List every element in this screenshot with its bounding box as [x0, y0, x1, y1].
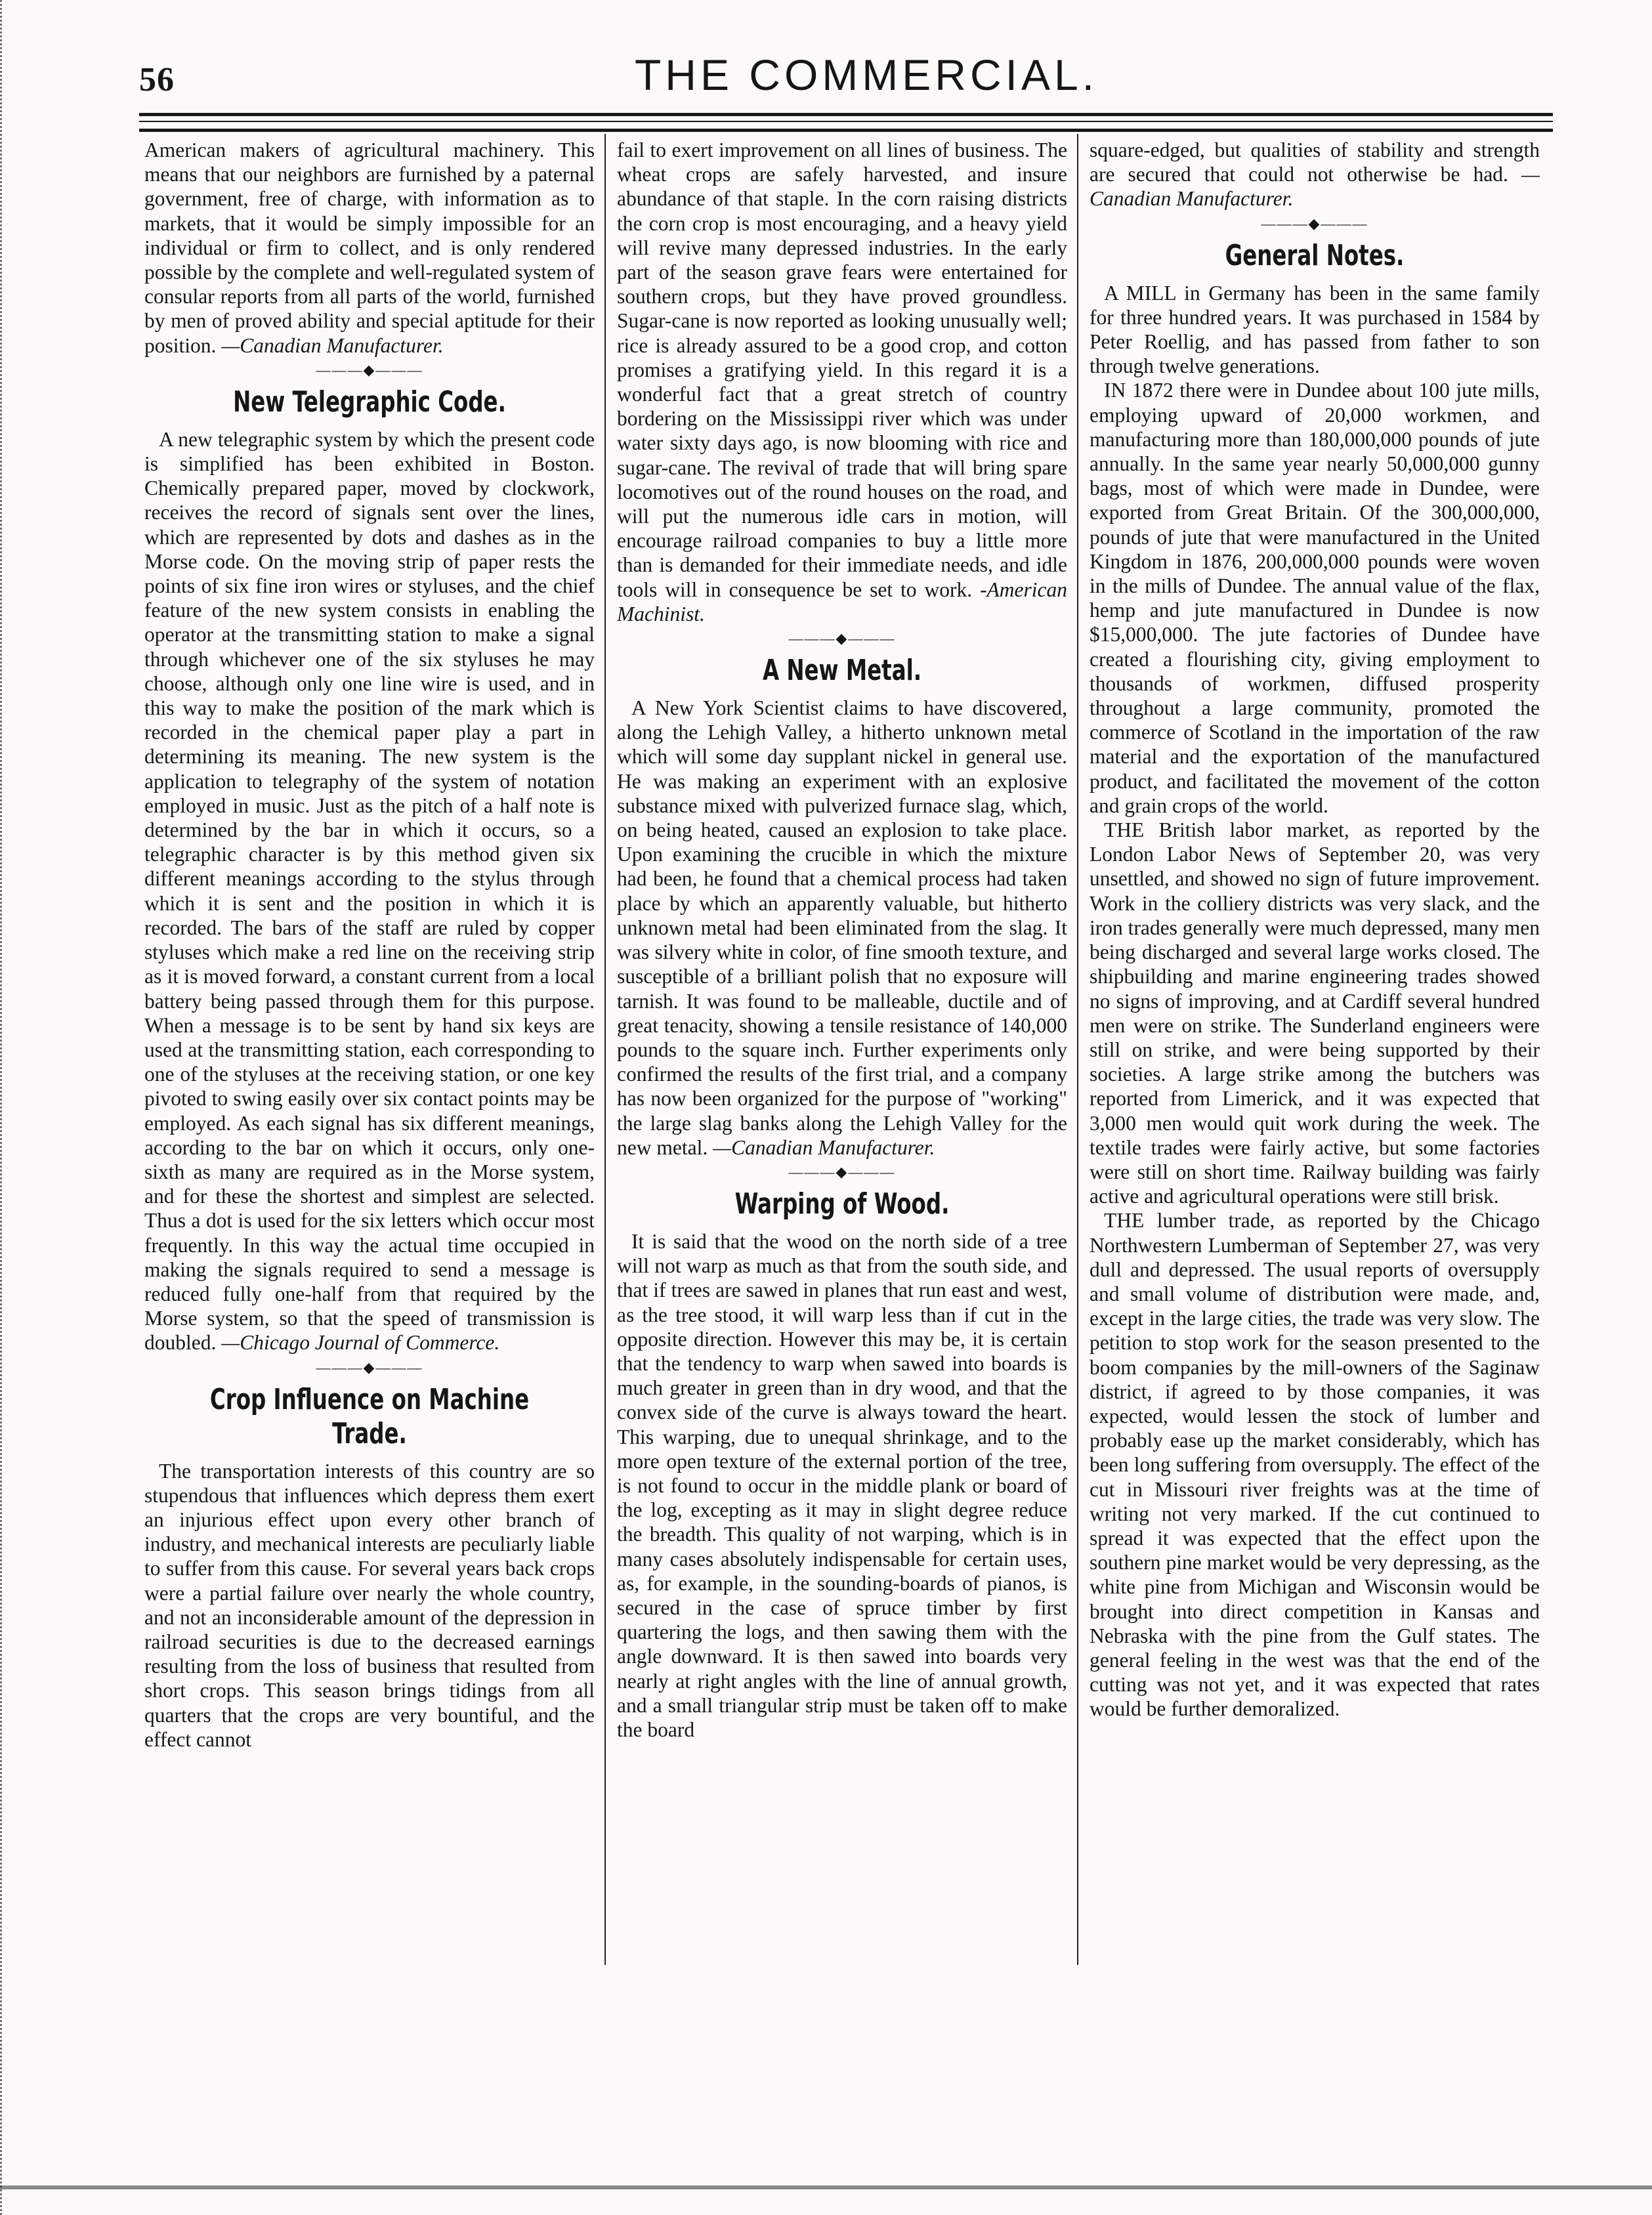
- article-continuation: American makers of agricultural machinery. This means that our neighbors are furnished by a paternal government, free of charge, with information as to markets, that it would be simply impossible for an individual or firm to collect, and is only rendered possible by the complete and well-regulated system of consular reports from all parts of the world, furnished by men of proved ability and special aptitude for their position. —Canadian Manufacturer.: [144, 138, 595, 357]
- note-mill-germany: A MILL in Germany has been in the same family for three hundred years. It was purchased in 1584 by Peter Roellig, and has passed from father to son through twelve generations.: [1090, 281, 1540, 378]
- column-divider-2: [1077, 134, 1078, 1965]
- article-heading-general-notes: General Notes.: [1225, 238, 1405, 272]
- header-rule-bottom: [139, 129, 1553, 132]
- article-body-new-metal: A New York Scientist claims to have discovered, along the Lehigh Valley, a hitherto unknown metal which will some day supplant nickel in general use. He was making an experiment with an explosive substance mixed with pulverized furnace slag, which, on being heated, caused an explosion to take place. Upon examining the crucible in which the mixture had been, he found that a chemical process had taken place by which an apparently valuable, but hitherto unknown metal had been eliminated from the slag. It was silvery white in color, of fine smooth texture, and susceptible of a brilliant polish that no exposure will tarnish. It was found to be malleable, ductile and of great tenacity, showing a tensile resistance of 140,000 pounds to the square inch. Further experiments only confirmed the results of the first trial, and a company has now been organized for the purpose of "working" the large slag banks along the Lehigh Valley for the new metal. —Canadian Manufacturer.: [617, 696, 1067, 1159]
- scan-bottom-edge: [0, 2185, 1652, 2189]
- article-body-crop-influence: The transportation interests of this country are so stupendous that influences which depress them exert an injurious effect upon every other branch of industry, and mechanical interests are peculiarly liable to suffer from this cause. For several years back crops were a partial failure over nearly the whole country, and not an inconsiderable amount of the depression in railroad securities is due to the decreased earnings resulting from the loss of business that resulted from short crops. This season brings tidings from all quarters that the crops are very bountiful, and the effect cannot: [144, 1459, 595, 1751]
- article-heading-crop-influence: Crop Influence on Machine Trade.: [209, 1382, 530, 1450]
- column-divider-1: [604, 134, 606, 1965]
- article-body-warping-of-wood: It is said that the wood on the north side of a tree will not warp as much as that from the south side, and that if trees are sawed in planes that run east and west, as the tree stood, it will warp less than if cut in the opposite direction. However this may be, it is certain that the tendency to warp when sawed into boards is much greater in green than in dry wood, and that the convex side of the curve is always toward the heart. This warping, due to unequal shrinkage, and to the more open texture of the external portion of the tree, is not found to occur in the middle plank or board of the log, excepting as it may in slight degree reduce the breadth. This quality of not warping, which is in many cases absolutely indispensable for certain uses, as, for example, in the sounding-boards of pianos, is secured in the case of spruce timber by first quartering the logs, and then sawing them with the angle downward. It is then sawed into boards very nearly at right angles with the line of annual growth, and a small triangular strip must be taken off to make the board: [617, 1229, 1067, 1741]
- header-rule-top: [139, 113, 1553, 116]
- article-heading-telegraphic-code: New Telegraphic Code.: [233, 385, 506, 419]
- section-ornament: ———◆———: [1261, 215, 1368, 232]
- newspaper-masthead: THE COMMERCIAL.: [634, 51, 1099, 99]
- note-lumber-trade: THE lumber trade, as reported by the Chicago Northwestern Lumberman of September 27, was very dull and depressed. The usual reports of oversupply and small volume of distribution were made, and, except in the large cities, the trade was very slow. The petition to stop work for the season presented to the boom companies by the mill-owners of the Saginaw district, if agreed to by those companies, it was expected, would lessen the stock of lumber and probably ease up the market considerably, which has been long suffering from oversupply. The effect of the cut in Missouri river freights was at the time of writing not very marked. If the cut continued to spread it was expected that the effect upon the southern pine market would be very depressing, as the white pine from Michigan and Wisconsin would be brought into direct competition in Kansas and Nebraska with the pine from the Gulf states. The general feeling in the west was that the end of the cutting was not yet, and it was expected that rates would be further demoralized.: [1090, 1209, 1540, 1721]
- column-2: [617, 138, 1067, 1975]
- article-citation: —Canadian Manufacturer.: [1090, 163, 1540, 211]
- scan-margin-mark: [0, 0, 3, 2215]
- column-1: [144, 138, 595, 1975]
- article-citation: -American Machinist.: [617, 578, 1067, 625]
- section-ornament: ———◆———: [316, 361, 423, 378]
- column-3: [1090, 138, 1540, 1975]
- article-continuation: square-edged, but qualities of stability and strength are secured that could not otherwise be had. —Canadian Manufacturer.: [1090, 138, 1540, 211]
- article-citation: —Canadian Manufacturer.: [221, 333, 444, 357]
- note-dundee-jute: IN 1872 there were in Dundee about 100 jute mills, employing upward of 20,000 workmen, and manufacturing more than 180,000,000 pounds of jute annually. In the same year nearly 50,000,000 gunny bags, most of which were made in Dundee, were exported from Great Britain. Of the 300,000,000, pounds of jute that were manufactured in the United Kingdom in 1876, 200,000,000 pounds were woven in the mills of Dundee. The annual value of the flax, hemp and jute manufactured in Dundee is now $15,000,000. The jute factories of Dundee have created a flourishing city, giving employment to thousands of workmen, diffused prosperity throughout a large community, promoted the commerce of Scotland in the importation of the raw material and the exportation of the manufactured product, and facilitated the movement of the cotton and grain crops of the world.: [1090, 379, 1540, 817]
- header-rule-middle: [139, 121, 1553, 122]
- note-british-labor: THE British labor market, as reported by the London Labor News of September 20, was very unsettled, and showed no sign of future improvement. Work in the colliery districts was very slack, and the iron trades generally were much depressed, many men being discharged and several large works closed. The shipbuilding and marine engineering trades showed no signs of improving, and at Cardiff several hundred men were on strike. The Sunderland engineers were still on strike, and were being supported by their societies. A large strike among the butchers was reported from Limerick, and it was expected that 3,000 men would quit work during the week. The textile trades were fairly active, but some factories were still on short time. Railway building was fairly active and agricultural operations were still brisk.: [1090, 818, 1540, 1208]
- article-citation: —Chicago Journal of Commerce.: [221, 1331, 500, 1355]
- section-ornament: ———◆———: [788, 630, 896, 647]
- section-ornament: ———◆———: [316, 1359, 423, 1376]
- article-continuation: fail to exert improvement on all lines of business. The wheat crops are safely harvested, and insure abundance of that staple. In the corn raising districts the corn crop is most encouraging, and a heavy yield will revive many depressed industries. In the early part of the season grave fears were entertained for southern crops, but they have proved groundless. Sugar-cane is now reported as looking unusually well; rice is already assured to be a good crop, and cotton promises a gratifying yield. In this regard it is a wonderful fact that a great stretch of country bordering on the Mississippi river which was under water sixty days ago, is now blooming with rice and sugar-cane. The revival of trade that will bring spare locomotives out of the round houses on the road, and will put the numerous idle cars in motion, will encourage railroad companies to buy a little more than is demanded for their immediate needs, and idle tools will in consequence be set to work. -American Machinist.: [617, 138, 1067, 625]
- article-citation: —Canadian Manufacturer.: [713, 1135, 935, 1159]
- article-heading-new-metal: A New Metal.: [762, 654, 922, 688]
- article-body-telegraphic-code: A new telegraphic system by which the present code is simplified has been exhibited in Boston. Chemically prepared paper, moved by clockwork, receives the record of signals sent over the lines, which are represented by dots and dashes as in the Morse code. On the moving strip of paper rests the points of six fine iron wires or styluses, and the chief feature of the new system consists in enabling the operator at the transmitting station to make a signal through whichever one of the six styluses he may choose, although only one line wire is used, and in this way to make the position of the mark which is recorded in the chemical paper play a part in determining its meaning. The new system is the application to telegraphy of the system of notation employed in music. Just as the pitch of a half note is determined by the bar in which it occurs, so a telegraphic character is by this method given six different meanings according to the stylus through which it is sent and the position in which it is recorded. The bars of the staff are ruled by copper styluses which make a red line on the receiving strip as it is moved forward, a constant current from a local battery being passed through them for this purpose. When a message is to be sent by hand six keys are used at the transmitting station, each corresponding to one of the styluses at the receiving station, or one key pivoted to swing easily over six contact points may be employed. As each signal has six different meanings, according to the bar on which it occurs, only one-sixth as many are required as in the Morse system, and for these the shortest and simplest are selected. Thus a dot is used for the six letters which occur most frequently. In this way the actual time occupied in making the signals required to send a message is reduced fully one-half from that required by the Morse system, so that the speed of transmission is doubled. —Chicago Journal of Commerce.: [144, 427, 595, 1355]
- section-ornament: ———◆———: [788, 1163, 896, 1180]
- page-number: 56: [139, 61, 175, 98]
- article-heading-warping-of-wood: Warping of Wood.: [734, 1187, 950, 1221]
